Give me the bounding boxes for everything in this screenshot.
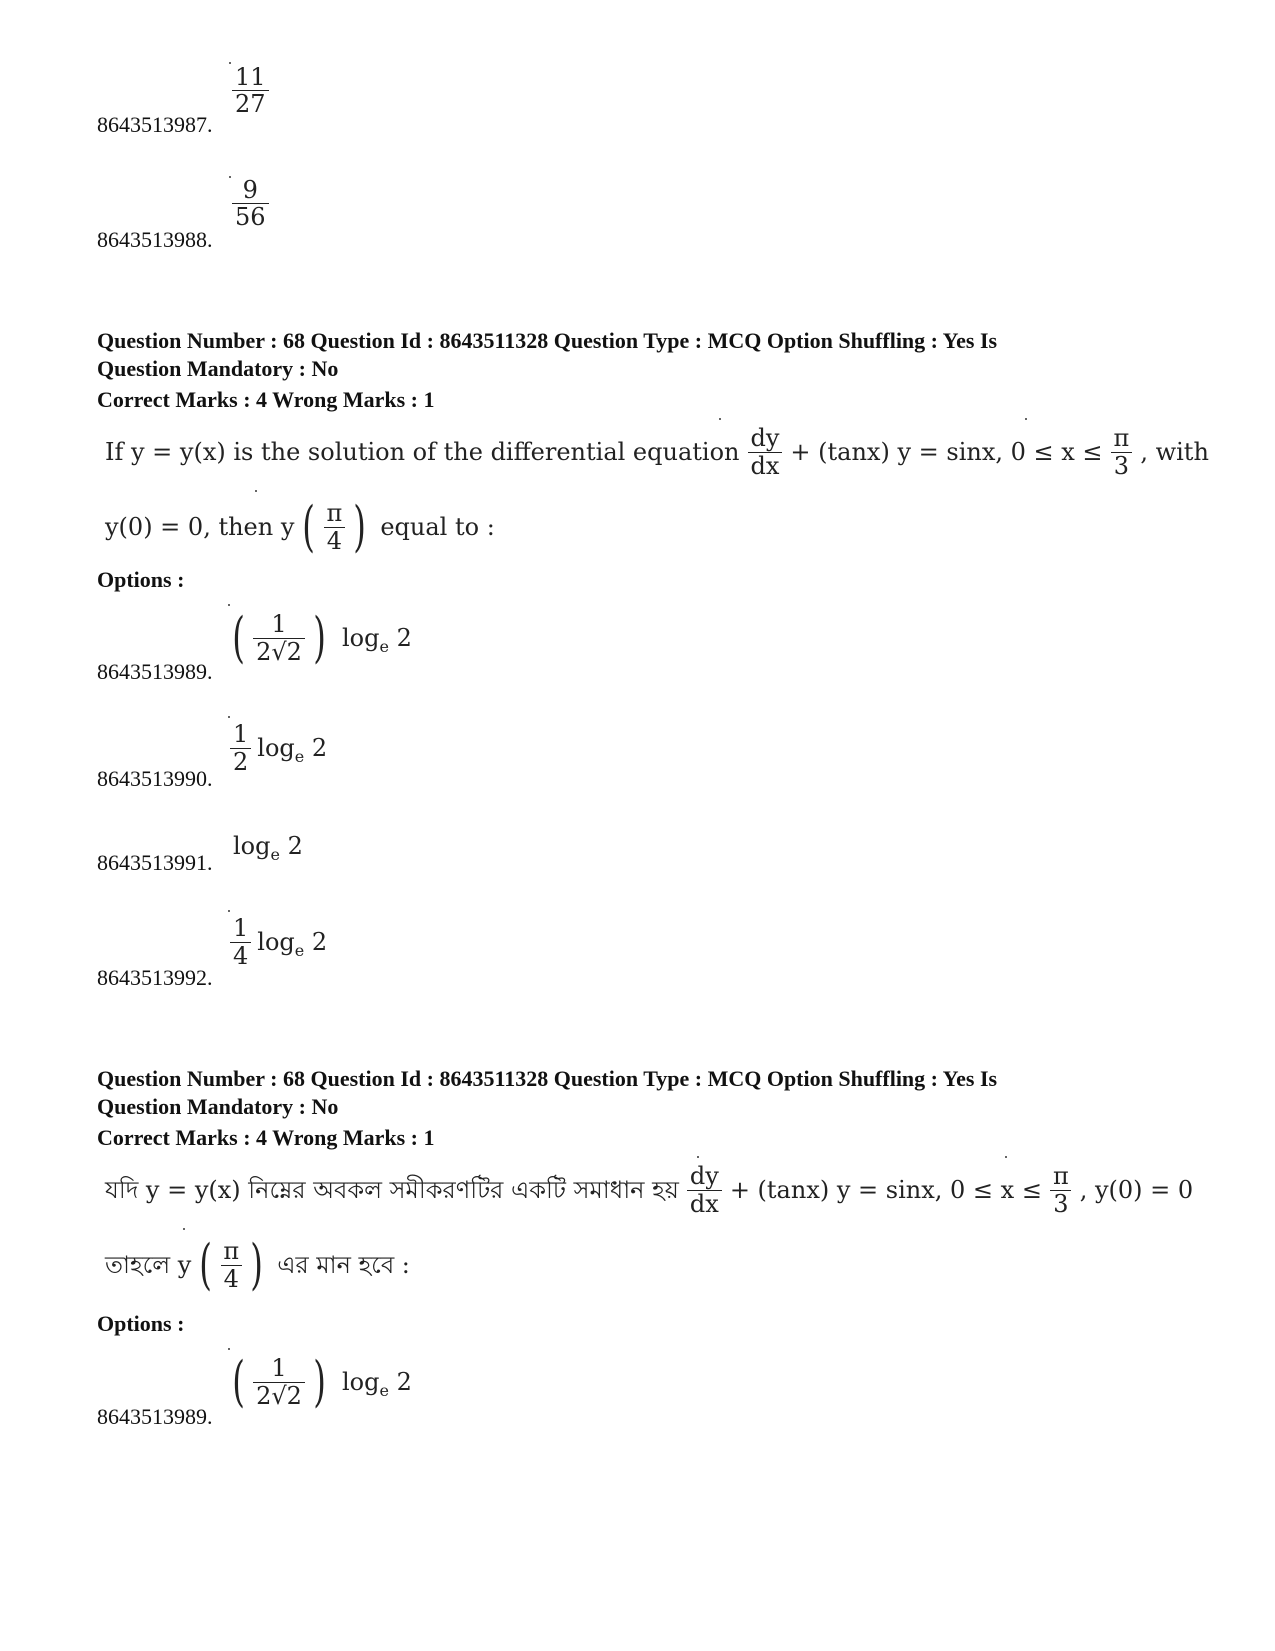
pi-over-four-fraction: $\frac{\pi}{4}$: [323, 500, 345, 554]
question-header: Question Number : 68 Question Id : 8643511328 Question Type : MCQ Option Shuffling : Yes Is Question Mandatory : No: [97, 328, 998, 381]
marks-line: Correct Marks : 4 Wrong Marks : 1: [97, 1125, 435, 1150]
pi-over-three-fraction: $\frac{\pi}{3}$: [1050, 1163, 1072, 1217]
marks-line: Correct Marks : 4 Wrong Marks : 1: [97, 387, 435, 412]
option-id: 8643513989.: [97, 659, 213, 684]
option-math: ( $\frac{1}{2√2}$ ) $\log_e 2$: [232, 1350, 412, 1413]
pi-over-four-fraction: $\frac{\pi}{4}$: [220, 1238, 242, 1292]
fraction-numerator: 11: [235, 63, 266, 91]
option-id: 8643513988.: [97, 227, 213, 252]
option-math: $\frac{1}{2}$ $\log_e 2$: [230, 718, 327, 778]
option-id: 8643513991.: [97, 850, 213, 875]
question-stem-line-1: If y = y(x) is the solution of the differential equation $\frac{dy}{dx}$ + (tanx) y = sinx, 0 ≤ x ≤ $\frac{\pi}{3}$ , with: [105, 424, 1209, 480]
option-fraction: [232, 177, 269, 231]
pi-over-three-fraction: $\frac{\pi}{3}$: [1111, 425, 1133, 479]
fraction-denominator: 56: [232, 203, 269, 230]
option-math: ( $\frac{1}{2√2}$ ) $\log_e 2$: [232, 606, 412, 669]
option-id: 8643513987.: [97, 112, 213, 137]
options-label: Options :: [97, 1311, 185, 1336]
option-id: 8643513992.: [97, 965, 213, 990]
option-math: $\log_e 2$: [233, 832, 303, 864]
dy-dx-fraction: $\frac{dy}{dx}$: [748, 425, 783, 479]
options-label: Options :: [97, 567, 185, 592]
question-stem-line-2: y(0) = 0, then y ( $\frac{\pi}{4}$ ) equal to :: [105, 495, 495, 558]
fraction-denominator: 27: [232, 90, 269, 117]
option-math: $\frac{1}{4}$ $\log_e 2$: [230, 912, 327, 972]
option-id: 8643513989.: [97, 1404, 213, 1429]
question-header: Question Number : 68 Question Id : 8643511328 Question Type : MCQ Option Shuffling : Yes Is Question Mandatory : No: [97, 1066, 998, 1119]
option-fraction: [232, 64, 269, 118]
question-stem-line-1: যদি y = y(x) নিম্নের অবকল সমীকরণটির একটি সমাধান হয় $\frac{dy}{dx}$ + (tanx) y = sinx, 0 ≤ x ≤ $\frac{\pi}{3}$ , y(0) = 0: [105, 1162, 1194, 1218]
dy-dx-fraction: $\frac{dy}{dx}$: [687, 1163, 722, 1217]
question-stem-line-2: তাহলে y ( $\frac{\pi}{4}$ ) এর মান হবে :: [105, 1233, 410, 1296]
option-id: 8643513990.: [97, 766, 213, 791]
fraction-numerator: 9: [242, 176, 258, 204]
